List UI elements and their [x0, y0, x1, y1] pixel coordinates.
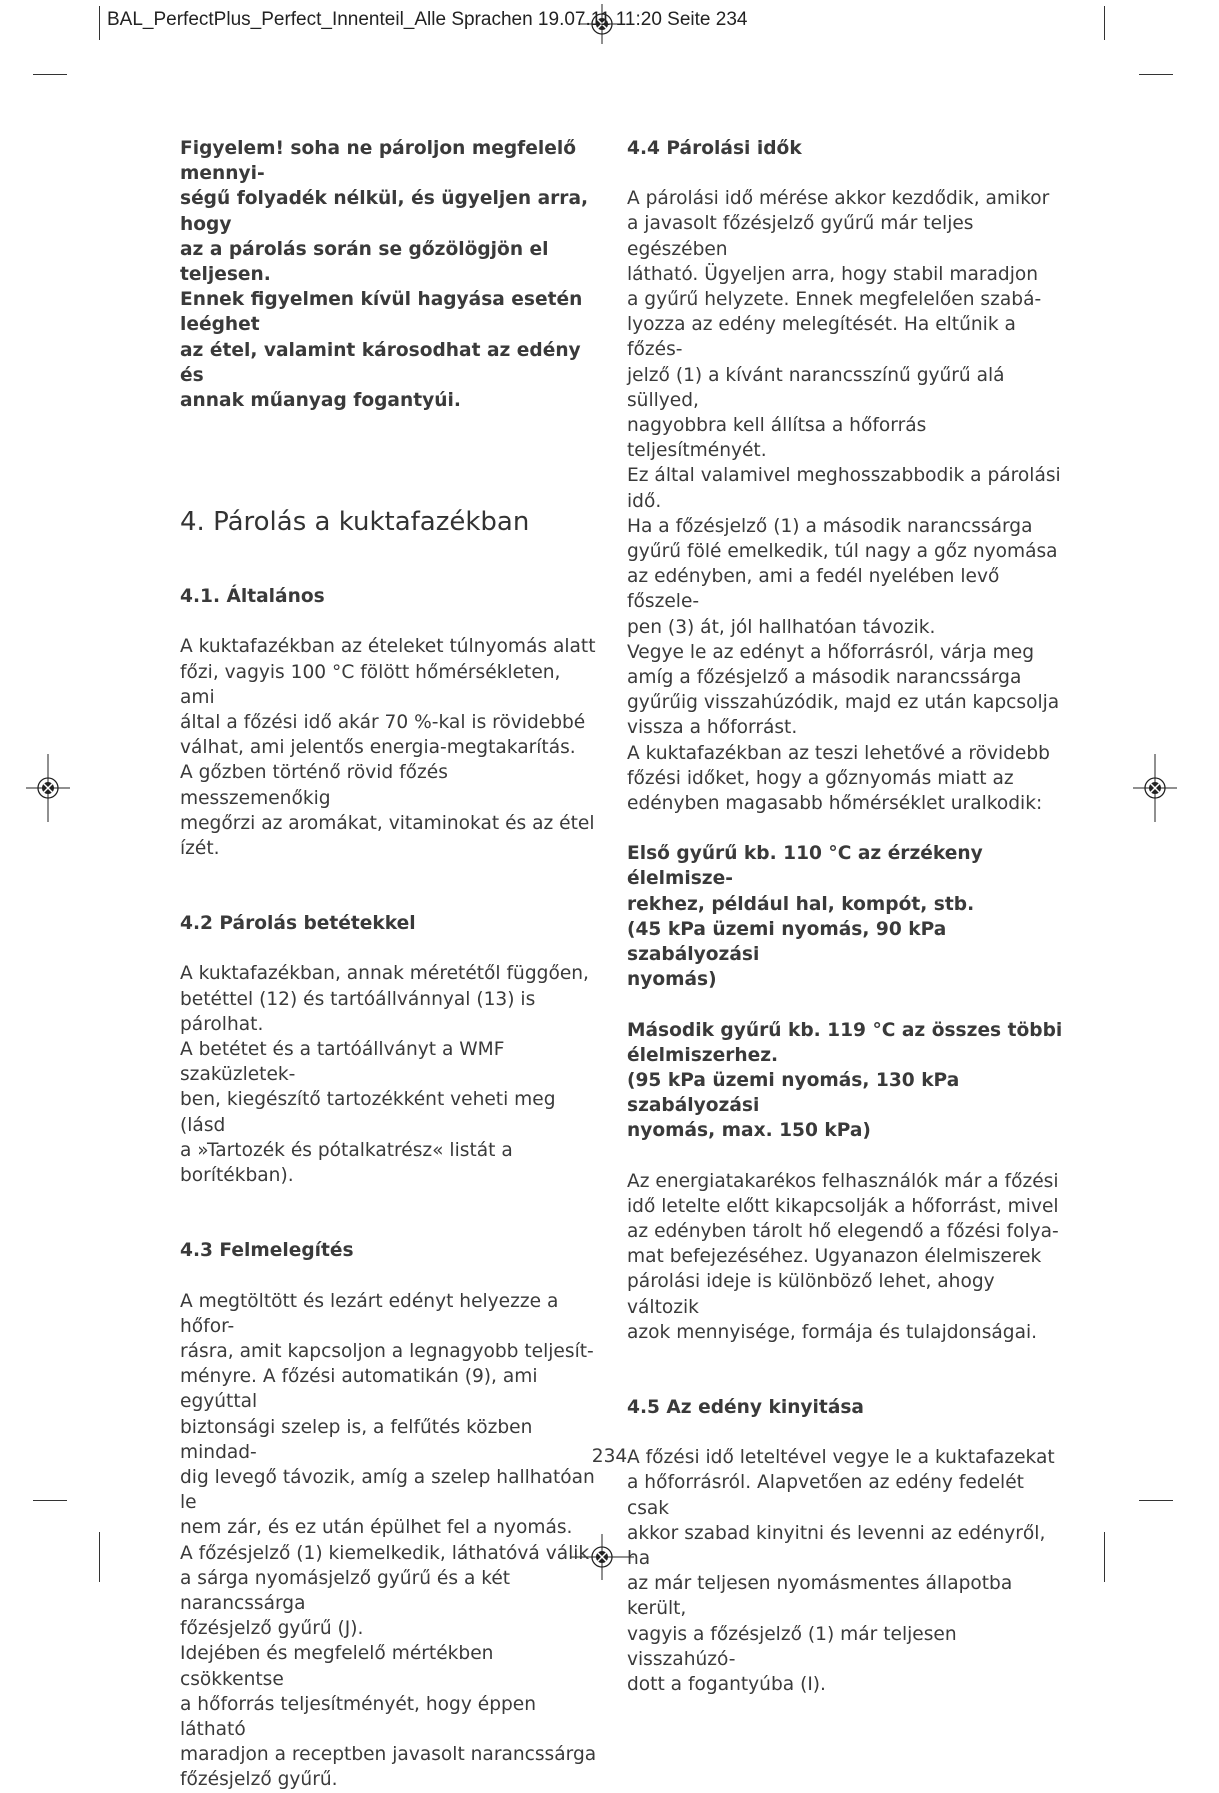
section-heading-4-2: 4.2 Párolás betétekkel	[180, 913, 416, 935]
text-line: nyomás)	[627, 969, 717, 991]
text-line: az már teljesen nyomásmentes állapotba került,	[627, 1573, 1013, 1620]
text-line: akkor szabad kinyitni és levenni az edényről, ha	[627, 1522, 1046, 1569]
crop-mark	[99, 6, 100, 40]
text-line: A főzésjelző (1) kiemelkedik, láthatóvá válik	[180, 1542, 590, 1564]
crop-mark	[33, 74, 67, 75]
text-line: nem zár, és ez után épülhet fel a nyomás.	[180, 1517, 573, 1539]
text-line: vagyis a főzésjelző (1) már teljesen visszahúzó-	[627, 1623, 957, 1670]
text-line: amíg a főzésjelző a második narancssárga	[627, 667, 1022, 689]
text-line: edényben magasabb hőmérséklet uralkodik:	[627, 793, 1043, 815]
text-line: megőrzi az aromákat, vitaminokat és az étel ízét.	[180, 812, 595, 860]
text-line: azok mennyisége, formája és tulajdonságai.	[627, 1321, 1038, 1343]
text-line: vissza a hőforrást.	[627, 717, 798, 739]
text-line: az edényben tárolt hő elegendő a főzési folya-	[627, 1220, 1059, 1242]
crop-mark	[99, 1532, 100, 1582]
text-line: A kuktafazékban, annak méretétől függően,	[180, 963, 589, 985]
section-4-3-body	[180, 1289, 600, 1793]
second-ring-info	[627, 1018, 1067, 1144]
text-line: főzésjelző gyűrű.	[180, 1769, 338, 1791]
text-line: idő letelte előtt kikapcsolják a hőforrást, mivel	[627, 1195, 1059, 1217]
text-line: ben, kiegészítő tartozékként veheti meg (lásd	[180, 1089, 556, 1136]
section-4-4-body	[627, 186, 1067, 816]
text-line: a hőforrás teljesítményét, hogy éppen látható	[180, 1693, 537, 1740]
text-line: a sárga nyomásjelző gyűrű és a két narancssárga	[180, 1567, 511, 1614]
registration-mark-icon	[1133, 754, 1177, 822]
section-heading-4-3: 4.3 Felmelegítés	[180, 1240, 354, 1262]
text-line: ményre. A főzési automatikán (9), ami egyúttal	[180, 1366, 538, 1413]
crop-mark	[1139, 1500, 1173, 1501]
text-line: maradjon a receptben javasolt narancssárga	[180, 1744, 597, 1766]
text-line: által a főzési idő akár 70 %-kal is rövidebbé	[180, 712, 586, 734]
text-line: Figyelem! soha ne pároljon megfelelő mennyi-	[180, 138, 577, 185]
text-line: (45 kPa üzemi nyomás, 90 kPa szabályozási	[627, 918, 947, 966]
text-line: főzi, vagyis 100 °C fölött hőmérsékleten, ami	[180, 661, 561, 708]
text-line: az étel, valamint károsodhat az edény és	[180, 339, 581, 386]
text-line: A kuktafazékban az ételeket túlnyomás alatt	[180, 636, 596, 658]
text-line: Az energiatakarékos felhasználók már a főzési	[627, 1170, 1059, 1192]
section-heading-4-1: 4.1. Általános	[180, 586, 325, 608]
text-line: A főzési idő leteltével vegye le a kuktafazekat	[627, 1447, 1055, 1469]
text-line: rekhez, például hal, kompót, stb.	[627, 893, 975, 915]
text-line: A megtöltött és lezárt edényt helyezze a hőfor-	[180, 1290, 559, 1337]
text-line: ségű folyadék nélkül, és ügyeljen arra, hogy	[180, 188, 589, 235]
text-line: A betétet és a tartóállványt a WMF szaküzletek-	[180, 1039, 505, 1086]
text-line: pen (3) át, jól hallhatóan távozik.	[627, 616, 936, 638]
text-line: A párolási idő mérése akkor kezdődik, amikor	[627, 188, 1050, 210]
crop-mark	[33, 1500, 67, 1501]
text-line: a »Tartozék és pótalkatrész« listát a borítékban).	[180, 1139, 513, 1187]
text-line: dig levegő távozik, amíg a szelep hallhatóan le	[180, 1466, 595, 1514]
text-line: párolási ideje is különböző lehet, ahogy változik	[627, 1271, 995, 1318]
chapter-title: 4. Párolás a kuktafazékban	[180, 507, 530, 538]
text-line: Második gyűrű kb. 119 °C az összes többi	[627, 1019, 1063, 1041]
text-line: a javasolt főzésjelző gyűrű már teljes egészében	[627, 213, 974, 260]
text-line: A kuktafazékban az teszi lehetővé a rövidebb	[627, 742, 1050, 764]
section-heading-4-4: 4.4 Párolási idők	[627, 138, 802, 159]
text-line: válhat, ami jelentős energia-megtakarítás.	[180, 737, 576, 759]
text-line: betéttel (12) és tartóállvánnyal (13) is párolhat.	[180, 988, 536, 1035]
text-line: az edényben, ami a fedél nyelében levő főszele-	[627, 566, 1000, 613]
text-line: gyűrűig visszahúzódik, majd ez után kapcsolja	[627, 692, 1060, 714]
text-line: nagyobbra kell állítsa a hőforrás teljesítményét.	[627, 415, 927, 462]
warning-paragraph	[180, 136, 600, 413]
text-line: jelző (1) a kívánt narancsszínű gyűrű alá süllyed,	[627, 364, 1005, 411]
print-slug: BAL_PerfectPlus_Perfect_Innenteil_Alle Sprachen 19.07.11 11:20 Seite 234	[107, 9, 748, 30]
section-4-1-body	[180, 634, 600, 861]
text-line: gyűrű fölé emelkedik, túl nagy a gőz nyomása	[627, 541, 1058, 563]
page-number: 234	[591, 1446, 628, 1467]
left-column	[180, 136, 600, 1793]
text-line: Ennek figyelmen kívül hagyása esetén leéghet	[180, 289, 583, 336]
text-line: látható. Ügyeljen arra, hogy stabil maradjon	[627, 263, 1039, 285]
energy-saving-paragraph	[627, 1169, 1067, 1345]
text-line: Ha a főzésjelző (1) a második narancssárga	[627, 515, 1033, 537]
crop-mark	[1104, 1532, 1105, 1582]
section-4-2-body	[180, 961, 600, 1188]
text-line: a gyűrű helyzete. Ennek megfelelően szabá-	[627, 289, 1042, 311]
text-line: annak műanyag fogantyúi.	[180, 390, 461, 412]
text-line: Ez által valamivel meghosszabbodik a párolási idő.	[627, 465, 1061, 512]
text-line: dott a fogantyúba (I).	[627, 1673, 826, 1695]
text-line: lyozza az edény melegítését. Ha eltűnik a főzés-	[627, 314, 1016, 361]
text-line: Vegye le az edényt a hőforrásról, várja meg	[627, 641, 1035, 663]
text-line: rásra, amit kapcsoljon a legnagyobb teljesít-	[180, 1340, 594, 1362]
text-line: (95 kPa üzemi nyomás, 130 kPa szabályozási	[627, 1069, 960, 1117]
text-line: Idejében és megfelelő mértékben csökkentse	[180, 1643, 494, 1690]
first-ring-info	[627, 841, 1067, 992]
registration-mark-icon	[26, 754, 70, 822]
text-line: nyomás, max. 150 kPa)	[627, 1120, 871, 1142]
section-heading-4-5: 4.5 Az edény kinyitása	[627, 1396, 864, 1418]
text-line: élelmiszerhez.	[627, 1044, 779, 1066]
text-line: az a párolás során se gőzölögjön el teljesen.	[180, 238, 549, 286]
text-line: főzési időket, hogy a gőznyomás miatt az	[627, 767, 1014, 789]
section-4-5-body	[627, 1445, 1067, 1697]
text-line: biztonsági szelep is, a felfűtés közben mindad-	[180, 1416, 533, 1463]
crop-mark	[1139, 74, 1173, 75]
text-line: főzésjelző gyűrű (J).	[180, 1618, 364, 1640]
text-line: mat befejezéséhez. Ugyanazon élelmiszerek	[627, 1246, 1042, 1268]
text-line: A gőzben történő rövid főzés messzemenőkig	[180, 762, 448, 809]
crop-mark	[1104, 6, 1105, 40]
text-line: a hőforrásról. Alapvetően az edény fedelét csak	[627, 1472, 1024, 1519]
text-line: Első gyűrű kb. 110 °C az érzékeny élelmisze-	[627, 843, 983, 890]
